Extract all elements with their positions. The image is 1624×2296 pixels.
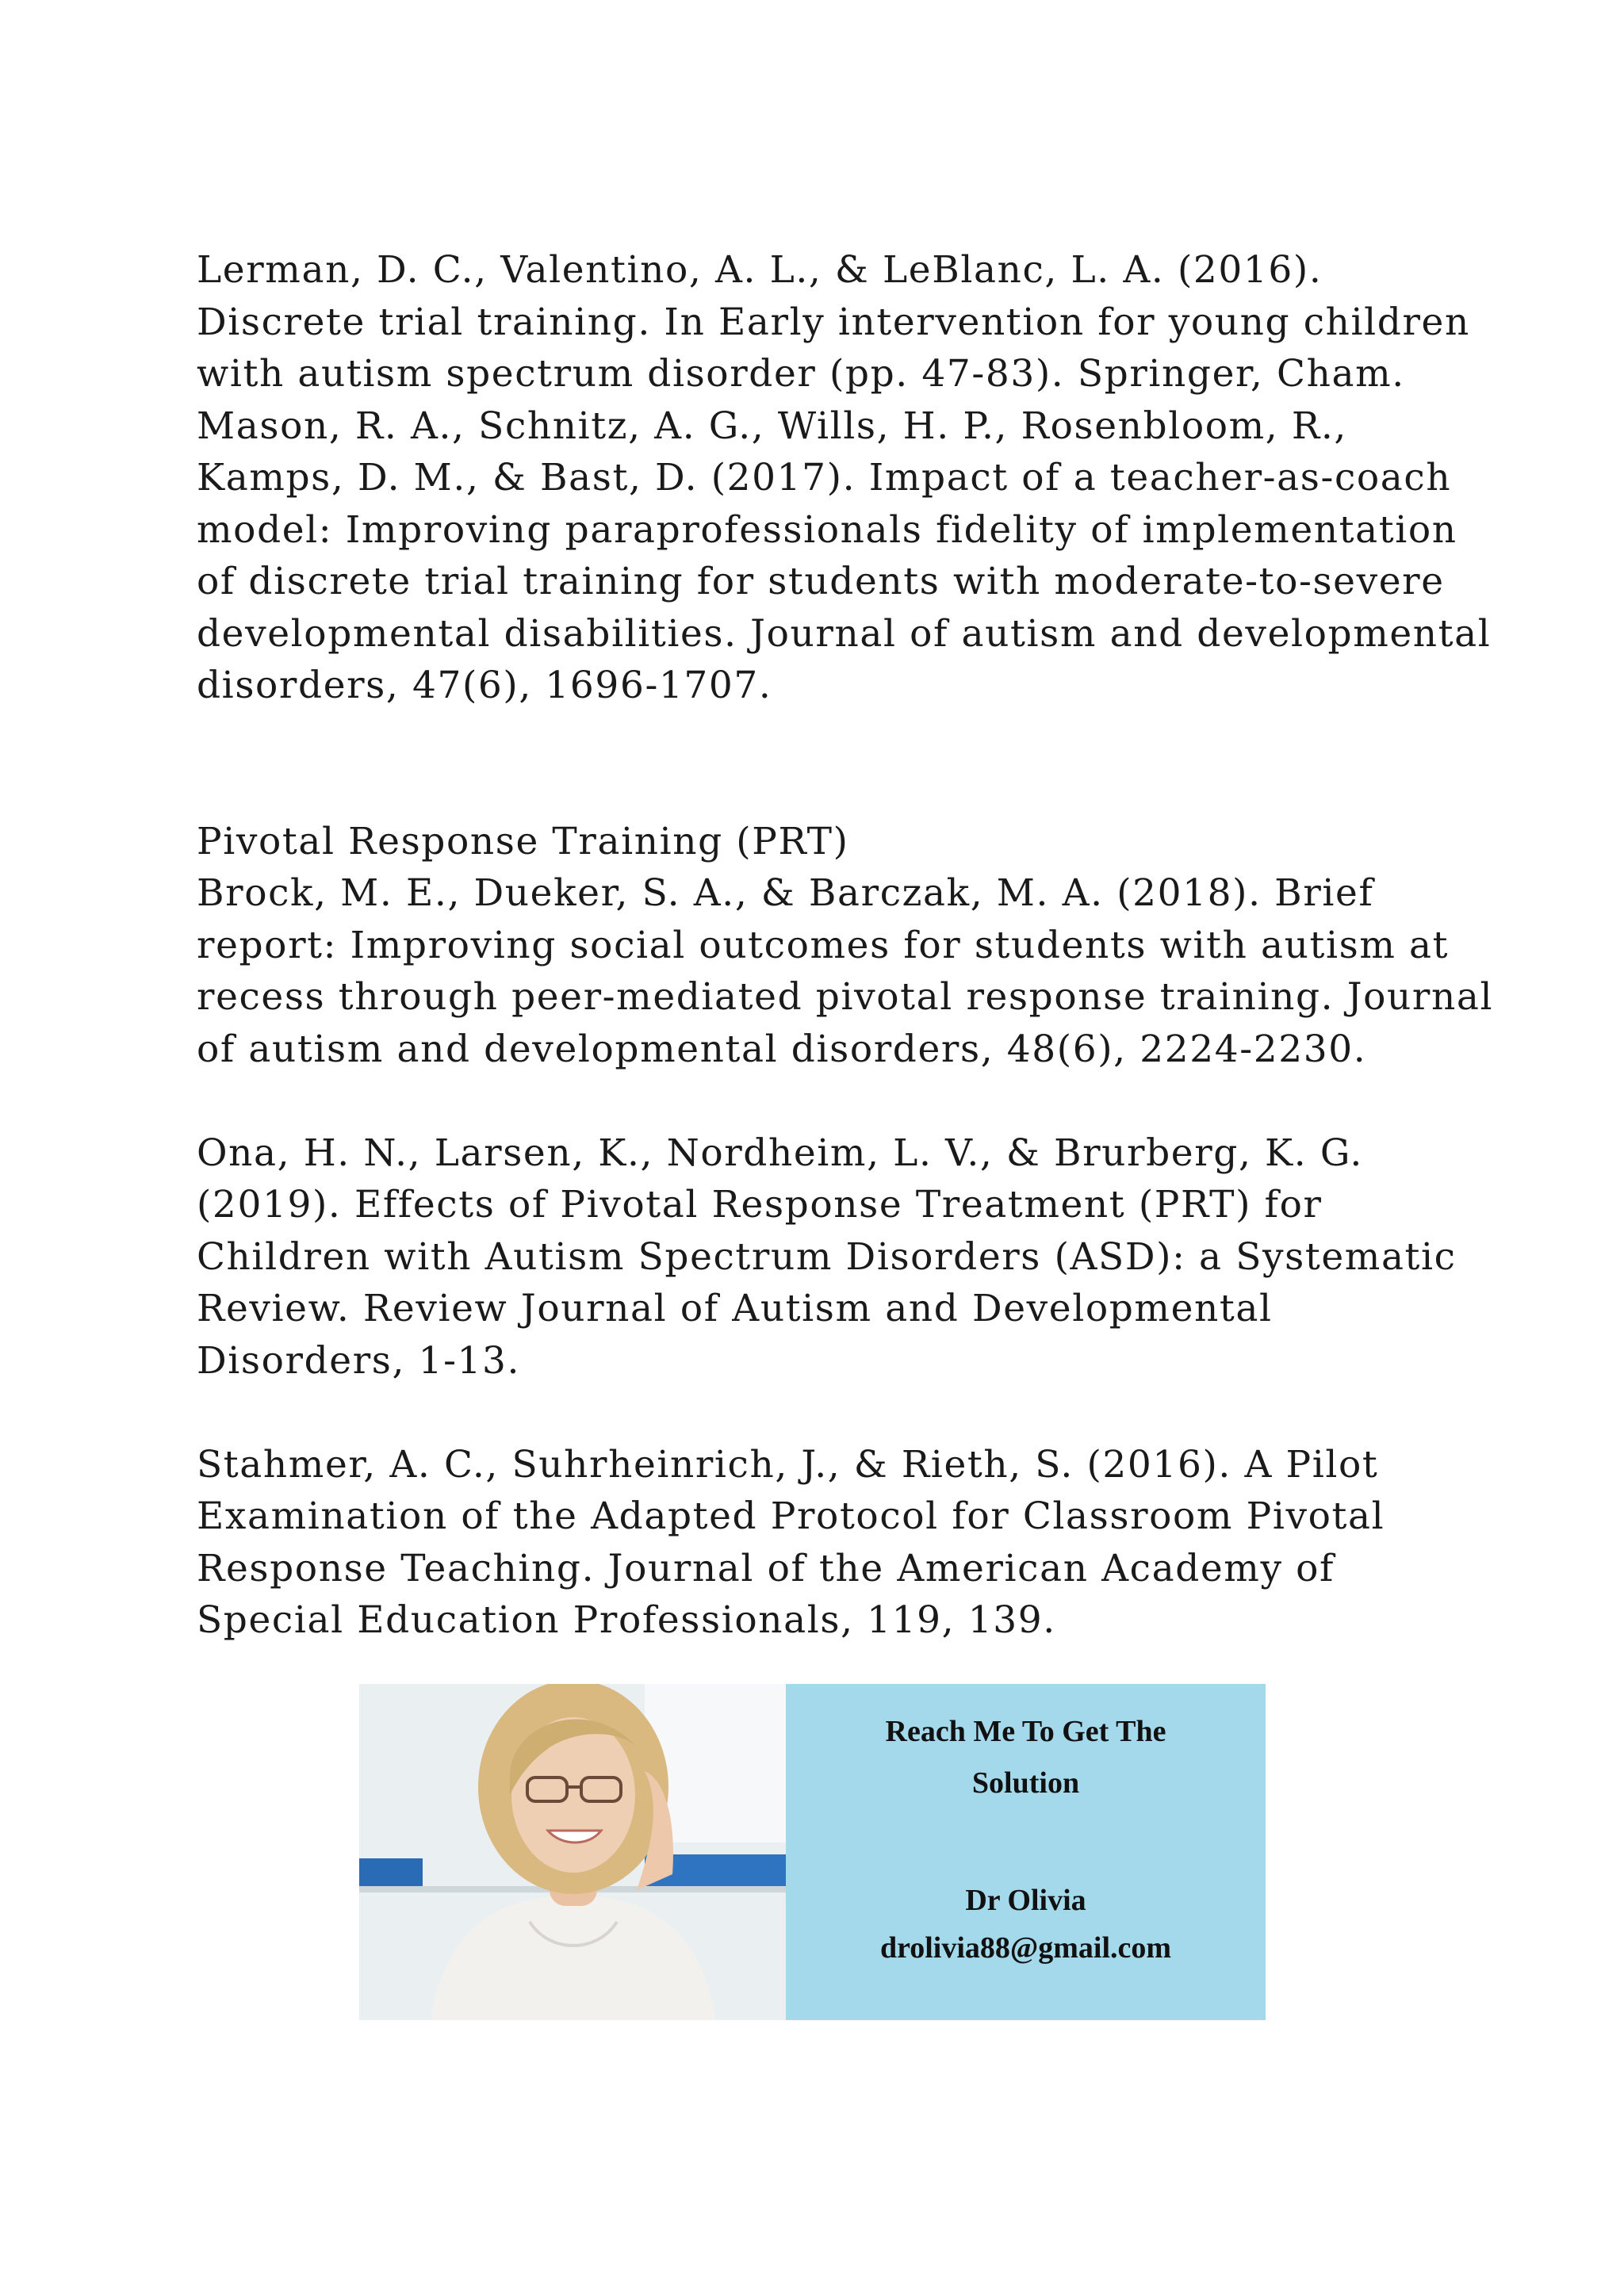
paragraph-gap xyxy=(197,1075,1450,1127)
text-line: disorders, 47(6), 1696-1707. xyxy=(197,664,772,707)
paragraph-gap xyxy=(197,1387,1450,1439)
text-line: Brock, M. E., Dueker, S. A., & Barczak, M. A. (2018). Brief xyxy=(197,871,1374,915)
text-line: recess through peer-mediated pivotal response training. Journal xyxy=(197,975,1494,1019)
text-line: Response Teaching. Journal of the American Academy of xyxy=(197,1546,1335,1590)
text-line: Lerman, D. C., Valentino, A. L., & LeBlanc, L. A. (2016). xyxy=(197,248,1323,292)
woman-photo xyxy=(359,1684,786,2020)
text-line: with autism spectrum disorder (pp. 47-83). Springer, Cham. xyxy=(197,352,1405,396)
text-line: of discrete trial training for students with moderate-to-severe xyxy=(197,560,1445,603)
text-line: Stahmer, A. C., Suhrheinrich, J., & Rieth, S. (2016). A Pilot xyxy=(197,1442,1379,1487)
text-line: Children with Autism Spectrum Disorders (ASD): a Systematic xyxy=(197,1234,1457,1279)
text-line: Review. Review Journal of Autism and Developmental xyxy=(197,1287,1273,1330)
paragraph-gap xyxy=(197,712,1450,816)
text-line: developmental disabilities. Journal of autism and developmental xyxy=(197,611,1492,656)
woman-portrait-illustration xyxy=(359,1684,786,2020)
text-line: report: Improving social outcomes for students with autism at xyxy=(197,923,1450,967)
text-line: Special Education Professionals, 119, 139. xyxy=(197,1598,1056,1642)
document-body xyxy=(197,244,1494,1647)
contact-name: Dr Olivia xyxy=(965,1884,1086,1917)
text-line: Ona, H. N., Larsen, K., Nordheim, L. V., & Brurberg, K. G. xyxy=(197,1131,1363,1175)
contact-info-panel xyxy=(786,1684,1266,2020)
text-line: Disorders, 1-13. xyxy=(197,1338,521,1383)
text-line: Discrete trial training. In Early intervention for young children xyxy=(197,300,1470,344)
text-line: Kamps, D. M., & Bast, D. (2017). Impact of a teacher-as-coach xyxy=(197,456,1452,499)
text-line: of autism and developmental disorders, 48(6), 2224-2230. xyxy=(197,1027,1367,1071)
section-heading: Pivotal Response Training (PRT) xyxy=(197,819,849,863)
text-line: Examination of the Adapted Protocol for Classroom Pivotal xyxy=(197,1494,1385,1538)
cta-line: Solution xyxy=(971,1766,1080,1800)
contact-email[interactable]: drolivia88@gmail.com xyxy=(879,1931,1172,1965)
cta-line: Reach Me To Get The xyxy=(885,1715,1166,1748)
contact-ad-banner xyxy=(359,1684,1266,2020)
text-line: (2019). Effects of Pivotal Response Treatment (PRT) for xyxy=(197,1183,1323,1226)
text-line: Mason, R. A., Schnitz, A. G., Wills, H. P., Rosenbloom, R., xyxy=(197,404,1347,448)
text-line: model: Improving paraprofessionals fidelity of implementation xyxy=(197,507,1457,552)
